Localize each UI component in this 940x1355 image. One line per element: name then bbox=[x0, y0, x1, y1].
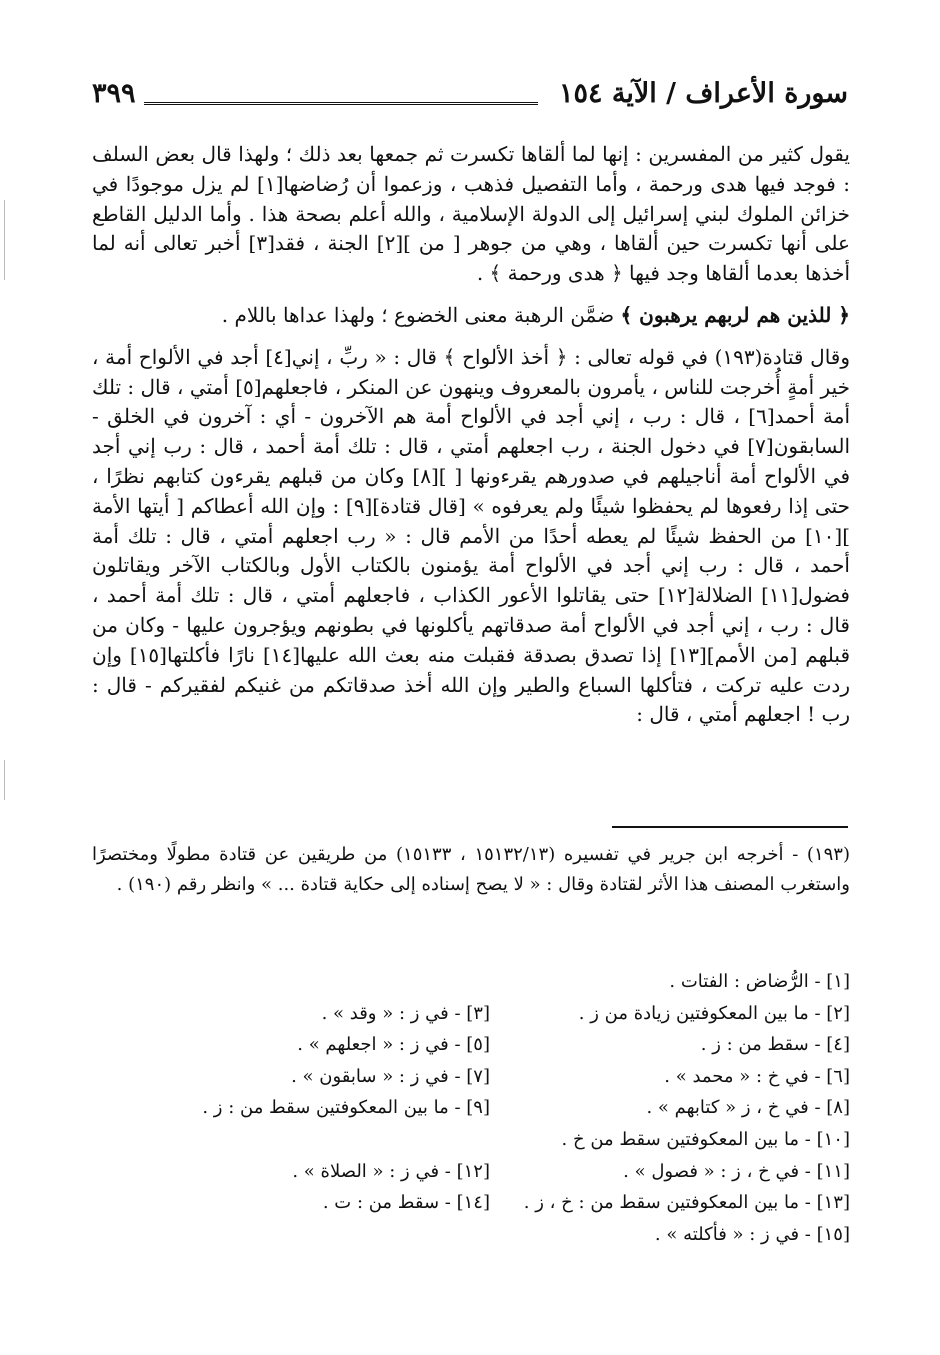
paragraph-3: وقال قتادة(١٩٣) في قوله تعالى : ﴿ أخذ الألواح ﴾ قال : « ربِّ ، إني[٤] أجد في الألواح أمة ، خير أمةٍ أُخرجت للناس ، يأمرون بالمعروف وينهون عن المنكر ، فاجعلهم[٥] أمتي ، قال : تلك أمة أحمد[٦] ، قال : رب ، إني أجد في الألواح أمة هم الآخرون - أي : آخرون في الخلق - السابقون[٧] في دخول الجنة ، رب اجعلهم أمتي ، قال : تلك أمة أحمد ، قال : رب إني أجد في الألواح أمة أناجيلهم في صدورهم يقرءونها [ ][٨] وكان من قبلهم يقرءون كتابهم نظرًا ، حتى إذا رفعوها لم يحفظوا شيئًا ولم يعرفوه » [قال قتادة][٩] : وإن الله أعطاكم [ أيتها الأمة ][١٠] من الحفظ شيئًا لم يعطه أحدًا من الأمم قال : « رب اجعلهم أمتي ، قال : تلك أمة أحمد ، قال : رب إني أجد في الألواح أمة يؤمنون بالكتاب الأول وبالكتاب الآخر ويقاتلون فضول[١١] الضلالة[١٢] حتى يقاتلوا الأعور الكذاب ، فاجعلهم أمتي ، قال : تلك أمة أحمد ، قال : رب ، إني أجد في الألواح أمة صدقاتهم يأكلونها في بطونهم ويؤجرون عليها - وكان من قبلهم [من الأمم][١٣] إذا تصدق بصدقة فقبلت منه بعث الله عليها[١٤] نارًا فأكلتها[١٥] وإن ردت عليه تركت ، فتأكلها السباع والطير وإن الله أخذ صدقاتكم من غنيكم لفقيركم - قال : رب ! اجعلهم أمتي ، قال : bbox=[92, 344, 851, 727]
note-3: [٣] - في ز : « وقد » . bbox=[321, 1002, 490, 1024]
note-row bbox=[150, 1187, 850, 1219]
note-row bbox=[150, 1124, 850, 1156]
footnote-193: (١٩٣) - أخرجه ابن جرير في تفسيره (١٥١٣٢/١٣ ، ١٥١٣٣) من طريقين عن قتادة مطولًا ومختصرًا واستغرب المصنف هذا الأثر لقتادة وقال : « لا يصح إسناده إلى حكاية قتادة ... » وانظر رقم (١٩٠) . bbox=[92, 844, 850, 895]
note-row bbox=[150, 1029, 850, 1061]
note-6: [٦] - في خ : « محمد » . bbox=[664, 1065, 850, 1087]
main-text bbox=[92, 140, 850, 730]
note-4: [٤] - سقط من : ز . bbox=[700, 1034, 850, 1056]
page-number: ٣٩٩ bbox=[92, 78, 136, 109]
header-rule bbox=[144, 102, 538, 105]
note-13: [١٣] - ما بين المعكوفتين سقط من : خ ، ز . bbox=[523, 1192, 850, 1214]
note-9: [٩] - ما بين المعكوفتين سقط من : ز . bbox=[202, 1097, 490, 1119]
footnote-separator bbox=[612, 826, 848, 828]
paragraph-1: يقول كثير من المفسرين : إنها لما ألقاها تكسرت ثم جمعها بعد ذلك ؛ ولهذا قال بعض السلف : فوجد فيها هدى ورحمة ، وأما التفصيل فذهب ، وزعموا أن رُضاضها[١] لم يزل موجودًا في خزائن الملوك لبني إسرائيل إلى الدولة الإسلامية ، والله أعلم بصحة هذا . وأما الدليل القاطع على أنها تكسرت حين ألقاها ، وهي من جوهر [ من ][٢] الجنة ، فقد[٣] أخبر تعالى أنه لما أخذها بعدما ألقاها وجد فيها ﴿ هدى ورحمة ﴾ . bbox=[92, 142, 851, 286]
variant-notes bbox=[150, 966, 850, 1250]
note-5: [٥] - في ز : « اجعلهم » . bbox=[297, 1034, 490, 1056]
page-header bbox=[92, 78, 848, 118]
note-15: [١٥] - في ز : « فأكلته » . bbox=[654, 1223, 850, 1245]
note-row bbox=[150, 1156, 850, 1188]
quran-verse: ﴿ للذين هم لربهم يرهبون ﴾ bbox=[620, 302, 850, 327]
note-10: [١٠] - ما بين المعكوفتين سقط من خ . bbox=[561, 1128, 850, 1150]
paragraph-2-text: ضمَّن الرهبة معنى الخضوع ؛ ولهذا عداها باللام . bbox=[221, 302, 621, 327]
note-row bbox=[150, 1061, 850, 1093]
note-11: [١١] - في خ ، ز : « فصول » . bbox=[623, 1160, 850, 1182]
sura-title: سورة الأعراف / الآية ١٥٤ bbox=[558, 78, 848, 109]
note-row bbox=[150, 1092, 850, 1124]
note-row bbox=[150, 998, 850, 1030]
note-7: [٧] - في ز : « سابقون » . bbox=[291, 1065, 490, 1087]
note-row bbox=[150, 966, 850, 998]
note-row bbox=[150, 1219, 850, 1251]
scan-edge-mark bbox=[4, 760, 5, 800]
note-12: [١٢] - في ز : « الصلاة » . bbox=[292, 1160, 490, 1182]
note-1: [١] - الرُّضاض : الفتات . bbox=[669, 971, 850, 992]
paragraph-2 bbox=[92, 301, 850, 331]
scan-edge-mark bbox=[4, 200, 5, 280]
note-2: [٢] - ما بين المعكوفتين زيادة من ز . bbox=[578, 1002, 850, 1024]
note-14: [١٤] - سقط من : ت . bbox=[322, 1192, 490, 1214]
note-8: [٨] - في خ ، ز « كتابهم » . bbox=[646, 1097, 850, 1119]
